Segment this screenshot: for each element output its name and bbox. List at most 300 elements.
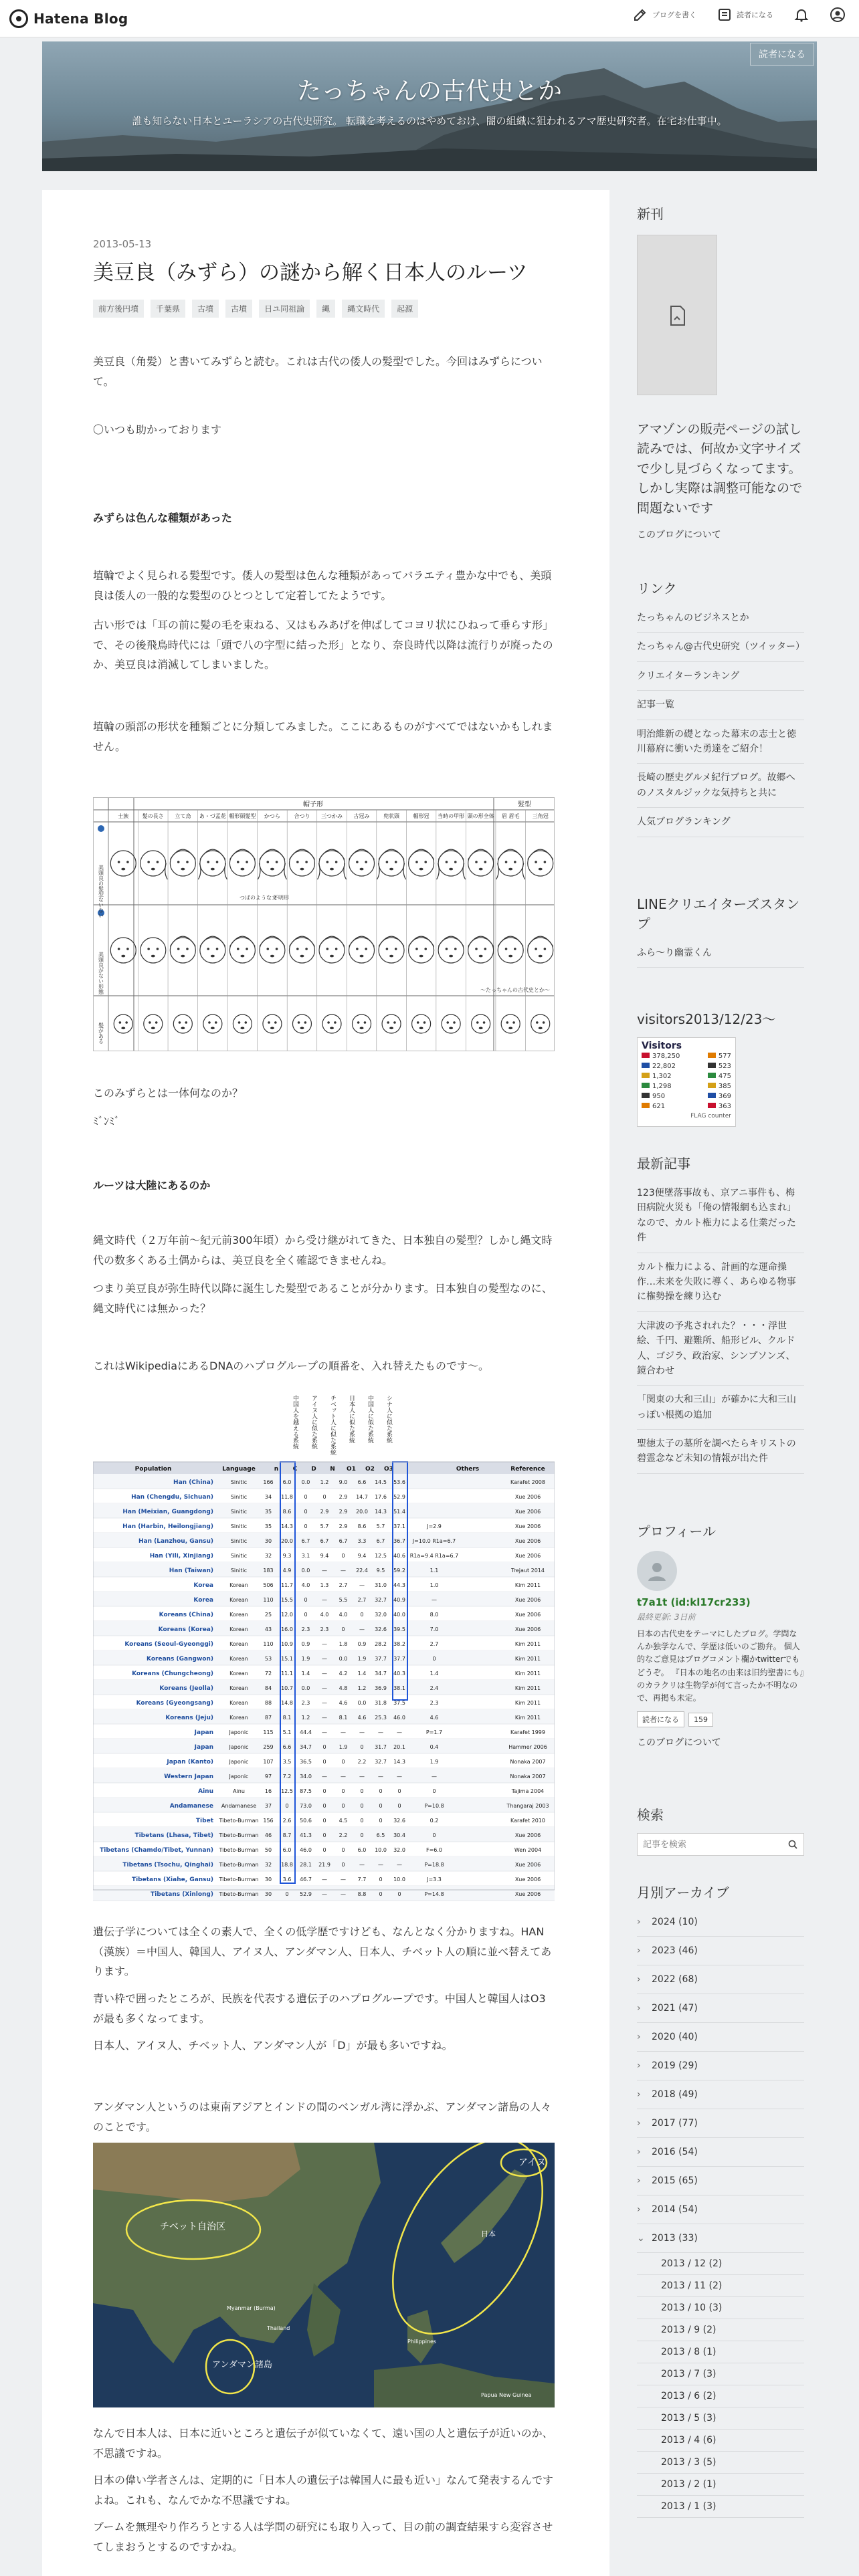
haplo-table-cell: Han (Lanzhou, Gansu) [138,1538,213,1545]
haplo-table-cell: 50.6 [300,1818,312,1824]
haplo-table-cell: 46.7 [300,1876,312,1883]
haplo-table-cell: 2.3 [430,1700,439,1706]
haplo-table-cell: 259 [263,1744,274,1750]
haplo-table-cell: 16.0 [281,1626,293,1632]
write-blog-label: ブログを書く [652,11,696,19]
archive-year[interactable]: › 2023 (46) [637,1937,804,1965]
haplo-table-cell: 0 [322,1788,326,1794]
haplo-table-cell: 0 [379,1891,383,1897]
haplo-table-cell: 5.5 [339,1597,348,1603]
bell-icon [793,7,809,23]
haplo-table-cell: 7.7 [357,1876,367,1883]
archive-month[interactable]: 2013 / 6 (2) [637,2385,804,2407]
haplo-table-cell: 4.6 [430,1715,439,1721]
tag-link[interactable]: 古墳 [192,300,219,318]
haplo-table-cell: 0 [432,1832,436,1838]
haplo-table-cell: 8.8 [357,1891,367,1897]
haplo-table-cell: 0.9 [357,1641,367,1647]
haplo-table-cell: — [397,1729,402,1735]
haplo-table-cell: F=6.0 [425,1847,443,1853]
haplo-table-cell: 6.7 [376,1538,385,1544]
latest-article-link[interactable]: カルト権力による、計画的な運命操作…未来を失敗に導く、あらゆる物事に権勢操を練り込む [637,1253,804,1312]
visitor-row: 950 369 [642,1091,731,1101]
haplo-table-cell: — [322,1876,327,1883]
archive-year[interactable]: › 2021 (47) [637,1994,804,2023]
haplo-table-cell: Koreans (Chungcheong) [132,1671,213,1677]
haplo-table-cell: Xue 2006 [514,1538,541,1544]
map-label: 日本 [481,2230,496,2238]
haplo-table-cell: Koreans (China) [159,1612,213,1618]
haplo-vertical-label: チベット人に似た系統 [329,1395,336,1455]
haplo-table-cell: 107 [263,1759,274,1765]
haplo-table-cell: 6.7 [339,1538,348,1544]
haplo-table-cell: Tibetans (Chamdo/Tibet, Yunnan) [100,1847,213,1854]
sidebar-link[interactable]: 人気ブログランキング [637,808,804,837]
haplo-table-cell: 32 [264,1553,272,1559]
haplo-table-cell: Sinitic [230,1523,248,1529]
haplo-table-cell: Kim 2011 [514,1656,541,1662]
tag-link[interactable]: 千葉県 [151,300,185,318]
sidebar-link[interactable]: 記事一覧 [637,691,804,720]
haplo-table-cell: 6.7 [320,1538,329,1544]
archive-month[interactable]: 2013 / 2 (1) [637,2474,804,2496]
sidebar-heading: 最新記事 [637,1156,690,1172]
flag-icon [642,1063,650,1068]
haplo-table-cell: — [397,1862,402,1868]
haplo-table-cell: 115 [263,1729,274,1735]
blog-title[interactable]: たっちゃんの古代史とか [296,78,562,105]
blog-description: 誰も知らない日本とユーラシアの古代史研究。 転職を考えるのはやめておけ、闇の組織に狙われるアマ歴史研究者。在宅お仕事中。 [132,115,727,127]
archive-year[interactable]: › 2018 (49) [637,2080,804,2109]
figure1-row-label: 美頭良の髪型ないない [98,865,104,918]
haplo-table-header: O2 [365,1466,375,1473]
haplo-table-cell: — [341,1891,346,1897]
hatena-logo[interactable] [9,9,128,28]
figure1-col-header: 眉 眉毛 [501,813,520,819]
about-blog-link[interactable]: このブログについて [637,530,721,541]
haplo-table-cell: 11.7 [281,1582,293,1588]
haplo-table-cell: — [322,1597,327,1603]
haplo-table-cell: 31.7 [375,1744,387,1750]
haplo-table-cell: Karafet 2008 [510,1479,545,1485]
sidebar-profile [637,1521,804,1749]
haplo-vertical-label: 日本人に似た系統 [348,1395,355,1443]
haplo-table-cell: 30 [264,1538,272,1544]
haplo-table-cell: 6.6 [357,1479,367,1485]
haplo-table-cell: 59.2 [393,1568,405,1574]
haplo-table-cell: — [359,1582,365,1588]
haplo-vertical-label: シナ人に似た系統 [385,1395,392,1443]
visitor-rows [642,1051,731,1111]
haplo-table-cell: 1.2 [357,1685,367,1691]
haplo-table-cell: 0 [379,1788,383,1794]
user-menu-button[interactable] [830,7,846,23]
haplo-table-header: Population [134,1466,172,1473]
haplo-table-cell: — [341,1729,346,1735]
archive-year[interactable]: › 2020 (40) [637,2023,804,2052]
haplo-table-cell: 53.6 [393,1479,405,1485]
chevron-right-icon: › [637,2003,641,2014]
haplo-table-cell: — [359,1626,365,1632]
haplo-table-cell: 0.2 [430,1818,439,1824]
haplo-table-cell: — [378,1774,383,1780]
paragraph: 埴輪でよく見られる髪型です。倭人の髪型は色んな種類があってバラエティ豊かな中でも、美頭良は倭人の一般的な髪型のひとつとして定着してたようです。 [93,569,552,602]
figure1-note: つばのような文 [240,895,277,901]
asia-map-figure[interactable] [93,2143,555,2407]
haplo-table-header: D [311,1466,316,1473]
visitor-row: 378,250 577 [642,1051,731,1061]
tag-link[interactable]: 古墳 [225,300,252,318]
paragraph: 遺伝子学については全くの素人で、全くの低学歴ですけども、なんとなく分かりますね。HAN（漢族）＝中国人、韓国人、アイヌ人、アンダマン人、日本人、チベット人の順に並べ替えてあります。 [93,1925,552,1978]
haplo-table-cell: 0 [285,1891,289,1897]
haplo-table-cell: Xue 2006 [514,1509,541,1515]
visitors-title: Visitors [642,1041,682,1051]
haplo-table-cell: Koreans (Korea) [158,1626,213,1633]
haplo-table-cell: 0 [322,1832,326,1838]
haplo-table-cell: Japonic [229,1774,249,1780]
haplo-table-cell: 0 [432,1788,436,1794]
archive-year[interactable]: › 2024 (10) [637,1908,804,1937]
haplo-table-header: N [330,1466,335,1473]
haplo-table-cell: 43 [264,1626,272,1632]
haplo-table-header: O3 [384,1466,393,1473]
haplo-table-cell: 15.1 [281,1656,293,1662]
article-title[interactable]: 美豆良（みずら）の謎から解く日本人のルーツ [93,261,528,285]
haplo-table-cell: 0 [341,1803,345,1809]
haplo-table-cell: Trejaut 2014 [511,1568,545,1574]
haplo-table-cell: 34.7 [300,1744,312,1750]
haplo-table-cell: 87 [264,1715,272,1721]
haplo-table-cell: 34.7 [375,1671,387,1677]
tag-link[interactable]: 縄文時代 [342,300,385,318]
haplo-table-cell: Korea [193,1597,213,1604]
haplo-table-cell: 46.0 [393,1715,405,1721]
image-placeholder-icon [667,305,688,326]
paragraph: 縄文時代（２万年前〜紀元前300年頃）から受け継がれてきた、日本独自の髪型？しかし縄文時代の数多くある土偶からは、美豆良を全く確認できませんね。 [93,1234,553,1267]
haplo-table-cell: 30 [264,1891,272,1897]
archive-year[interactable]: › 2019 (29) [637,2052,804,2080]
archive-month[interactable]: 2013 / 1 (3) [637,2496,804,2518]
archive-month[interactable]: 2013 / 12 (2) [637,2253,804,2275]
haplo-table-cell: 20.0 [281,1538,293,1544]
haplo-table-cell: Kim 2011 [514,1700,541,1706]
haplo-table-cell: 5.7 [376,1523,385,1529]
profile-about-link[interactable]: このブログについて [637,1737,721,1749]
haplo-table-cell: 2.9 [339,1523,348,1529]
haplo-table-cell: — [378,1729,383,1735]
haplo-table-cell: — [322,1568,327,1574]
figure1-row-label: 美頭良がない形態 [98,952,104,994]
haplo-table-cell: P=18.8 [424,1862,444,1868]
archive-year[interactable]: › 2017 (77) [637,2109,804,2138]
paragraph: 古い形では「耳の前に髪の毛を束ねる、又はもみあげを伸ばしてコヨリ状にひねって垂らす形」で、その後飛鳥時代には「頭で八の字型に結った形」となり、奈良時代以降は流行りが廃ったのか、美豆良は消滅してしまいました。 [93,619,554,671]
chevron-down-icon: ⌄ [637,2233,645,2244]
haplo-table-cell: — [322,1656,327,1662]
haplo-table-cell: 32.7 [375,1597,387,1603]
haplo-table-cell: 4.0 [339,1612,348,1618]
haplo-table-cell: 10.9 [281,1641,293,1647]
sidebar-link[interactable]: たっちゃん@古代史研究（ツイッター） [637,633,804,661]
map-label: アイヌ [518,2157,546,2168]
blog-header [42,41,817,171]
paragraph: つまり美豆良が弥生時代以降に誕生した髪型であることが分かります。日本独自の髪型なのに、縄文時代には無かった？ [93,1282,553,1315]
visitor-row: 22,802 523 [642,1061,731,1071]
haplo-table-cell: 1.2 [301,1715,310,1721]
sidebar-link[interactable]: ふら〜り幽霊くん [637,939,804,968]
haplo-table-cell: 32.7 [375,1759,387,1765]
haplo-table-cell: 14.3 [281,1523,293,1529]
paragraph: 日本人、アイヌ人、チベット人、アンダマン人が「D」が最も多いですね。 [93,2039,453,2052]
chevron-right-icon: › [637,2060,641,2071]
haplo-table-cell: 8.1 [282,1715,292,1721]
haplo-table-cell: 40.6 [393,1553,405,1559]
haplo-table-cell: 0 [341,1862,345,1868]
haplo-table-cell: 1.9 [339,1744,348,1750]
latest-article-link[interactable]: 大津波の予兆されれた？・・・浮世絵、千円、避難所、船形ビル、クルド人、ゴジラ、政治家、シンプソンズ、鏡合わせ [637,1312,804,1386]
haplo-table-cell: Sinitic [230,1479,248,1485]
haplo-table-cell: 0.0 [301,1568,310,1574]
archive-year[interactable]: › 2022 (68) [637,1965,804,1994]
user-icon [830,7,846,23]
latest-article-link[interactable]: 「関東の大和三山」が確かに大和三山っぽい根拠の追加 [637,1386,804,1430]
tag-link[interactable]: 日ユ同祖論 [259,300,310,318]
haplo-table-cell: Japan [194,1729,213,1736]
haplo-table-cell: 183 [263,1568,274,1574]
haplo-table-cell: Han (Yili, Xinjiang) [149,1553,213,1560]
haplo-table-cell: Sinitic [230,1494,248,1500]
haplo-table-cell: Korean [229,1656,248,1662]
haplo-table-cell: 2.3 [301,1626,310,1632]
sidebar-link[interactable]: 明治維新の礎となった幕末の志士と徳川幕府に衝いた勇達をご紹介！ [637,720,804,764]
notifications-button[interactable] [793,7,809,23]
haplo-table-cell: 110 [263,1597,274,1603]
figure1-col-header: 三角冠 [532,813,549,819]
haplo-vertical-label: アイヌ人に似た系統 [310,1395,317,1449]
haplo-table-cell: — [322,1715,327,1721]
haplo-table-cell: 4.6 [339,1700,348,1706]
haplo-table-cell: 0 [397,1803,401,1809]
haplo-table-cell: 0.9 [301,1641,310,1647]
tag-link[interactable]: 縄 [316,300,335,318]
haplo-table-cell: 0 [360,1744,364,1750]
haplo-table-cell: 40.3 [393,1671,405,1677]
haplo-table-cell: 32.6 [393,1818,405,1824]
haplo-table-cell: 6.5 [376,1832,385,1838]
figure1-top-header2: 髪型 [518,801,531,809]
haplo-table-cell: 22.4 [356,1568,368,1574]
archive-year[interactable]: › 2016 (54) [637,2138,804,2167]
haplo-table-cell: — [322,1671,327,1677]
haplo-table-cell: Tibetans (Lhasa, Tibet) [134,1832,213,1839]
haplo-table-cell: 1.4 [430,1671,439,1677]
archive-month[interactable]: 2013 / 4 (6) [637,2430,804,2452]
haplo-table-cell: — [397,1774,402,1780]
subscriber-count: 159 [688,1713,713,1727]
haplo-table-cell: — [322,1891,327,1897]
haplo-table-cell: 14.3 [375,1509,387,1515]
archive-month[interactable]: 2013 / 5 (3) [637,2407,804,2430]
sidebar-archive [637,1882,804,2518]
haplo-table-cell: Koreans (Gangwon) [147,1656,213,1662]
flag-icon [642,1103,650,1108]
haplo-table-cell: 3.5 [282,1759,292,1765]
haplo-table-cell: Xue 2006 [514,1597,541,1603]
haniwa-hairstyle-figure[interactable] [93,797,555,1051]
haplo-table-cell: Xue 2006 [514,1612,541,1618]
figure1-col-header: 三つかみ [321,813,343,819]
profile-subscribe-button[interactable]: 読者になる [637,1711,684,1727]
haplo-table-cell: 1.4 [357,1671,367,1677]
haplo-table-cell: 44.3 [393,1582,405,1588]
haplo-table-cell: 16 [264,1788,272,1794]
archive-month[interactable]: 2013 / 7 (3) [637,2363,804,2385]
haplo-table-cell: 0 [379,1818,383,1824]
haplo-table-cell: Sinitic [230,1538,248,1544]
latest-article-link[interactable]: 123便墜落事故も、京アニ事件も、梅田病院火災も「俺の情報網も込まれ」なので、カルト権力による仕業だった件 [637,1179,804,1253]
haplo-table-cell: 110 [263,1641,274,1647]
profile-bio: 日本の古代史をテーマにしたブログ。学問なんか独学なんで、学歴は低いのご勘弁。 個人的なご意見はプログコメント欄かtwitterでもどうぞ。 『日本の地名の由来は旧約聖書にも』のカラクリは生物学が何て言ったか不明なので、再掲も未定。 [637,1629,804,1703]
haplo-table-cell: 2.3 [320,1626,329,1632]
haplo-table-cell: 37.1 [393,1523,405,1529]
sidebar-link[interactable]: クリエイターランキング [637,662,804,691]
sidebar-heading: LINEクリエイターズスタンプ [637,896,800,932]
haplo-table-cell: 6.6 [282,1744,292,1750]
archive-month[interactable]: 2013 / 10 (3) [637,2297,804,2319]
haplo-table-cell: 53 [264,1656,272,1662]
tag-link[interactable]: 起源 [391,300,418,318]
haplo-table-header: Language [222,1466,256,1473]
haplo-table-cell: 0 [322,1847,326,1853]
haplo-table-cell: 8.0 [430,1612,439,1618]
search-icon[interactable] [788,1840,797,1849]
flag-icon [708,1093,716,1098]
haplo-table-cell: 0 [397,1891,401,1897]
haplo-table-cell: — [322,1685,327,1691]
archive-year[interactable]: ⌄ 2013 (33) [637,2224,804,2253]
archive-month[interactable]: 2013 / 3 (5) [637,2452,804,2474]
haplo-table-cell: 12.5 [281,1788,293,1794]
haplo-table-cell: Koreans (Jeolla) [159,1685,213,1692]
haplogroup-table [93,1387,555,1906]
haplo-table-cell: Hammer 2006 [508,1744,547,1750]
haplo-table-cell: 44.4 [300,1729,312,1735]
haplo-table-cell: Korean [229,1597,248,1603]
haplo-table-cell: 0 [341,1626,345,1632]
sidebar-link[interactable]: 長崎の歴史グルメ紀行ブログ。故郷へのノスタルジックな気持ちと共に [637,764,804,808]
haplo-table-cell: 25.3 [375,1715,387,1721]
sidebar-heading: 検索 [637,1807,664,1823]
archive-month[interactable]: 2013 / 11 (2) [637,2275,804,2297]
sidebar-heading: 新刊 [637,206,664,222]
map-label: Myanmar (Burma) [227,2305,276,2311]
haplo-table-cell: 2.3 [301,1700,310,1706]
haplo-table-cell: Xue 2006 [514,1876,541,1883]
haplo-table-cell: 73.0 [300,1803,312,1809]
haplo-table-cell: Sinitic [230,1509,248,1515]
profile-id[interactable]: t7a1t (id:kl17cr233) [637,1596,751,1608]
haplo-table-cell: Korean [229,1582,248,1588]
haplo-table-cell: — [341,1568,346,1574]
haplogroup-table-figure[interactable] [93,1387,555,1906]
haplo-table-cell: 6.7 [301,1538,310,1544]
book-cover[interactable] [637,235,717,395]
avatar-icon [645,1559,669,1583]
avatar[interactable] [637,1551,677,1591]
haplo-table-cell: Tibeto-Burman [219,1832,259,1838]
haplo-table-cell: 10.7 [281,1685,293,1691]
haplo-table-cell: 11.8 [281,1494,293,1500]
sidebar-links [637,578,804,837]
haplo-table-cell: 0 [304,1523,308,1529]
header-subscribe-button[interactable]: 読者になる [750,43,814,66]
haplo-table-cell: 4.6 [357,1715,367,1721]
haplo-table-cell: 20.1 [393,1744,405,1750]
top-actions [632,7,846,23]
haplo-table-cell: J=3.3 [427,1876,442,1883]
haplo-table-cell: 0 [360,1832,364,1838]
haplo-table-cell: 35 [264,1509,272,1515]
haplo-table-cell: 32 [264,1862,272,1868]
haplo-table-cell: 14.3 [393,1759,405,1765]
haplo-table-cell: 50 [264,1847,272,1853]
latest-article-link[interactable]: 聖徳太子の墓所を調べたらキリストの碧霊念など未知の情報が出た件 [637,1430,804,1474]
haplo-table-cell: 7.0 [430,1626,439,1632]
haplo-table-cell: — [322,1774,327,1780]
sidebar-line-stamps [637,893,804,968]
haplo-table-cell: 4.5 [339,1818,348,1824]
haplo-table-cell: 14.7 [356,1494,368,1500]
subscribe-top-button[interactable] [717,7,773,23]
haplo-table-cell: 34.0 [300,1774,312,1780]
search-input[interactable] [637,1833,804,1856]
sidebar-search [637,1804,804,1856]
haplo-table-cell: Japonic [229,1759,249,1765]
haplo-table-cell: 1.1 [430,1568,439,1574]
amazon-note-text: アマゾンの販売ページの試し読みでは、何故か文字サイズで少し見づらくなってます。 しかし実際は調整可能なので問題ないです [637,422,803,516]
haplo-table-cell: 31.8 [375,1700,387,1706]
haplo-table-cell: 10.0 [393,1876,405,1883]
chevron-right-icon: › [637,2147,641,2157]
haplo-table-cell: Nonaka 2007 [510,1774,546,1780]
haplo-table-cell: 51.4 [393,1509,405,1515]
haplo-table-cell: 0 [322,1759,326,1765]
chevron-right-icon: › [637,1945,641,1956]
haplo-table-cell: 8.6 [357,1523,367,1529]
haplo-table-cell: 1.9 [301,1656,310,1662]
archive-year[interactable]: › 2014 (54) [637,2195,804,2224]
haplo-table-cell: — [432,1597,437,1603]
tag-link[interactable]: 前方後円墳 [93,300,144,318]
sidebar-link[interactable]: たっちゃんのビジネスとか [637,604,804,633]
archive-year[interactable]: › 2015 (65) [637,2167,804,2195]
haplo-table-cell: 52.9 [393,1494,405,1500]
haplo-table-cell: 87.5 [300,1788,312,1794]
article-date[interactable]: 2013-05-13 [93,238,152,250]
flag-icon [642,1083,650,1088]
figure1-col-header: 立て烏 [175,813,191,819]
haplo-table-cell: Tibeto-Burman [219,1891,259,1897]
haplo-table-cell: Han (Chengdu, Sichuan) [131,1494,213,1501]
haplo-table-cell: 97 [264,1774,272,1780]
archive-month[interactable]: 2013 / 9 (2) [637,2319,804,2341]
flag-counter-widget[interactable] [637,1037,736,1127]
haplo-table-cell: Korean [229,1641,248,1647]
archive-month[interactable]: 2013 / 8 (1) [637,2341,804,2363]
haplo-table-cell: 8.1 [339,1715,348,1721]
write-blog-button[interactable] [632,7,696,23]
sidebar-heading: プロフィール [637,1523,716,1539]
haplo-table-cell: 84 [264,1685,272,1691]
